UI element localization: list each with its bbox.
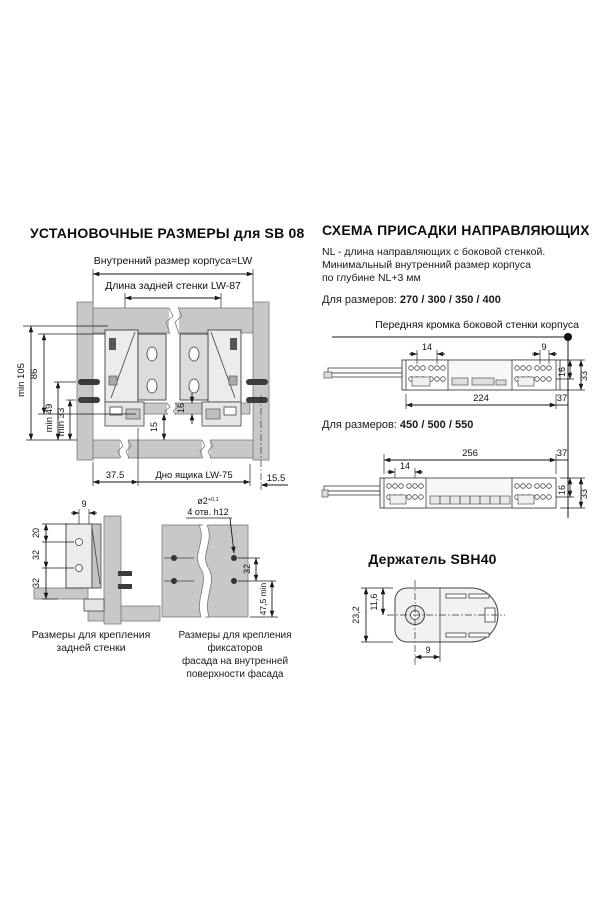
holder-dim-9: 9 [425, 645, 431, 655]
back-wall-mounting-diagram [28, 498, 160, 626]
rail-drilling-diagram-2 [322, 440, 590, 540]
sizes-group1 [322, 294, 501, 306]
facade-caption-line2: фасада на внутренней [181, 656, 289, 667]
cabinet-bottom [93, 440, 253, 458]
facade-caption-line1: Размеры для крепления фиксаторов [178, 630, 292, 654]
dim-32-top: 32 [31, 549, 41, 561]
dim-bottom-label: Дно ящика LW-75 [155, 470, 233, 481]
fixator-hole [171, 555, 177, 561]
fixator-hole [231, 578, 237, 584]
drawer-bottom-small [34, 588, 88, 599]
hole-count-label: 4 отв. h12 [187, 507, 229, 517]
rail1-dim-224: 224 [473, 393, 489, 404]
rail1-dim-9: 9 [541, 342, 547, 352]
dim-9: 9 [81, 499, 87, 509]
dim-15: 15 [149, 421, 159, 433]
dim-15-5: 15.5 [266, 473, 286, 484]
rail2-dim-16: 16 [557, 484, 567, 496]
right-section-title: СХЕМА ПРИСАДКИ НАПРАВЛЯЮЩИХ [322, 222, 590, 238]
dim-20: 20 [31, 527, 41, 539]
backwall-caption-line2: задней стенки [56, 642, 126, 654]
description-line2: Минимальный внутренний размер корпуса [322, 259, 531, 271]
hole-diameter-value: ø2 [197, 496, 208, 506]
left-section-title: УСТАНОВОЧНЫЕ РАЗМЕРЫ для SB 08 [30, 225, 305, 241]
rail2-dim-37: 37 [556, 448, 568, 459]
backwall-caption [20, 629, 162, 655]
dim-47-5: 47,5 min [258, 582, 268, 616]
dim-min49: min 49 [44, 403, 55, 433]
back-panel [104, 516, 121, 624]
holder-sbh40-diagram [335, 575, 570, 670]
rail2-dim-33: 33 [579, 488, 589, 500]
dim-86: 86 [29, 368, 40, 380]
rail-side-view [322, 478, 556, 508]
rail2-dim-14: 14 [399, 461, 411, 471]
drawer-side-small [66, 524, 92, 588]
holder-dim-11-6: 11,6 [369, 593, 379, 611]
right-description [322, 246, 545, 285]
rail1-dim-16: 16 [557, 366, 567, 378]
dim-37-5: 37.5 [105, 470, 125, 481]
sizes-group2-label: Для размеров: [322, 419, 397, 431]
facade-fixator-diagram [158, 494, 310, 624]
dim-back-wall-label: Длина задней стенки LW-87 [105, 280, 241, 292]
sizes-group1-label: Для размеров: [322, 294, 397, 306]
description-line3: по глубине NL+3 мм [322, 272, 421, 284]
rail1-dim-14: 14 [421, 342, 433, 352]
dim-16: 16 [176, 402, 186, 414]
sizes-group1-values: 270 / 300 / 350 / 400 [399, 294, 501, 306]
hole-tolerance-value: +0,1 [207, 497, 219, 503]
dim-min33: min 33 [56, 407, 67, 437]
facade-caption-line3: поверхности фасада [186, 669, 284, 680]
sizes-group2-values: 450 / 500 / 550 [399, 419, 474, 431]
rail-side-view [324, 360, 560, 390]
fixator-hole [171, 578, 177, 584]
dim-32: 32 [242, 563, 252, 575]
dim-min105: min 105 [16, 363, 27, 397]
dim-inner-width-label: Внутренний размер корпуса=LW [93, 255, 253, 267]
rail2-dim-256: 256 [462, 448, 478, 459]
facade-caption [154, 629, 316, 681]
dim-32-bottom: 32 [31, 577, 41, 589]
hole-diameter-label [197, 496, 218, 506]
rail1-dim-37: 37 [556, 393, 568, 404]
holder-title: Держатель SBH40 [368, 551, 497, 567]
sizes-group2 [322, 419, 473, 431]
backwall-caption-line1: Размеры для крепления [31, 629, 151, 641]
main-cross-section-diagram [18, 250, 300, 492]
fixator-hole [231, 555, 237, 561]
description-line1: NL - длина направляющих с боковой стенкой. [322, 246, 546, 258]
holder-dim-23-2: 23,2 [351, 606, 361, 624]
rail1-dim-33: 33 [579, 370, 589, 382]
front-edge-label: Передняя кромка боковой стенки корпуса [375, 319, 579, 331]
